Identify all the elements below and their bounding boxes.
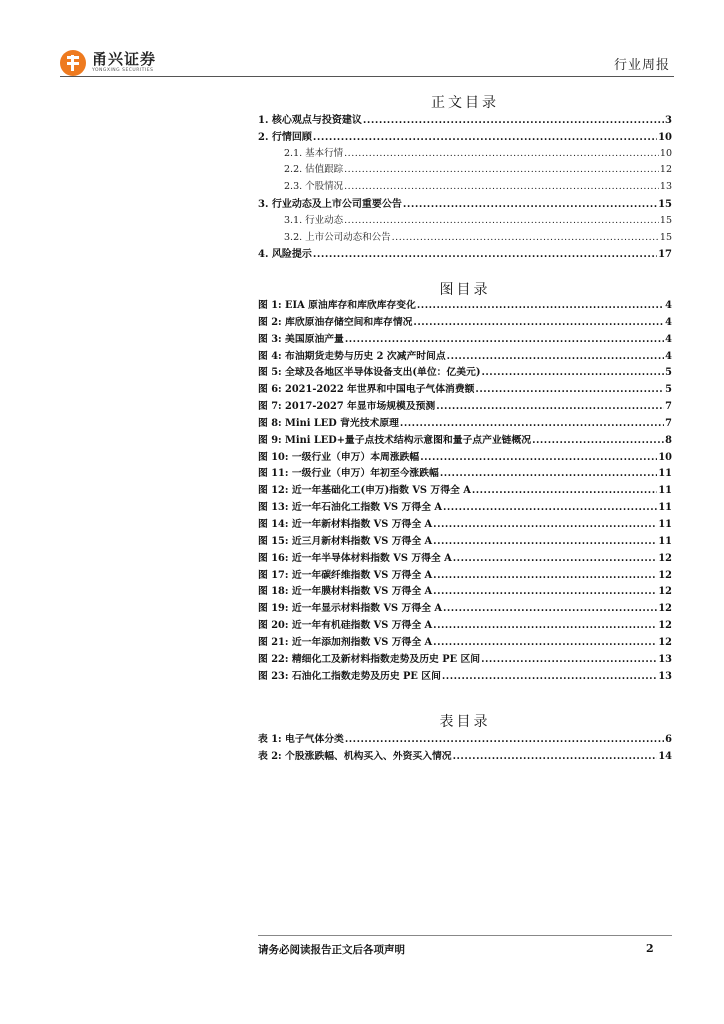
figure-entry-page: 7 <box>665 417 672 429</box>
figure-entry-page: 12 <box>658 586 672 598</box>
dot-leader <box>433 637 657 648</box>
figure-entry[interactable] <box>258 398 672 415</box>
figure-entry-title: 图 9: Mini LED+量子点技术结构示意图和量子点产业链概况 <box>258 434 532 446</box>
figure-entry[interactable] <box>258 600 672 617</box>
figure-entry-title: 图 4: 布油期货走势与历史 2 次减产时间点 <box>258 350 446 362</box>
figure-entry-page: 12 <box>658 636 672 648</box>
figure-entry-title: 图 8: Mini LED 背光技术原理 <box>258 417 399 429</box>
toc-entry-page: 3 <box>665 115 672 126</box>
figure-entry-title: 图 12: 近一年基础化工(申万)指数 VS 万得全 A <box>258 485 471 497</box>
tables-title: 表目录 <box>439 714 491 730</box>
table-entry-page: 6 <box>665 734 672 745</box>
figure-entry[interactable] <box>258 297 672 314</box>
figure-entry-page: 10 <box>658 451 672 463</box>
figure-entry-title: 图 17: 近一年碳纤维指数 VS 万得全 A <box>258 569 433 581</box>
dot-leader <box>313 132 657 143</box>
toc-entry-title: 3.2. 上市公司动态和公告 <box>284 231 391 243</box>
footer-divider <box>258 935 672 936</box>
dot-leader <box>417 300 664 311</box>
footer-disclaimer: 请务必阅读报告正文后各项声明 <box>258 944 405 956</box>
toc-entry[interactable] <box>258 145 672 162</box>
figure-entry-title: 图 13: 近一年石油化工指数 VS 万得全 A <box>258 502 442 514</box>
dot-leader <box>345 334 664 345</box>
toc-entry[interactable] <box>258 212 672 229</box>
figure-entry-page: 11 <box>658 502 672 514</box>
table-entry[interactable] <box>258 731 672 748</box>
figure-entry[interactable] <box>258 381 672 398</box>
dot-leader <box>344 164 659 175</box>
figure-entry-page: 4 <box>665 333 672 345</box>
figure-entry[interactable] <box>258 516 672 533</box>
figure-entry-page: 11 <box>658 518 672 530</box>
page-number: 2 <box>646 942 654 955</box>
figure-entry-title: 图 23: 石油化工指数走势及历史 PE 区间 <box>258 670 441 682</box>
logo-name-en: YONGXING SECURITIES <box>92 68 154 74</box>
figure-entry-page: 11 <box>658 535 672 547</box>
figure-entry-page: 5 <box>665 384 672 396</box>
figure-entry[interactable] <box>258 415 672 432</box>
figure-entry-title: 图 6: 2021-2022 年世界和中国电子气体消费额 <box>258 384 475 396</box>
figure-entry-page: 13 <box>658 670 672 682</box>
figure-entry[interactable] <box>258 314 672 331</box>
figure-entry-title: 图 20: 近一年有机硅指数 VS 万得全 A <box>258 620 433 632</box>
figure-entry[interactable] <box>258 668 672 685</box>
figure-entry[interactable] <box>258 482 672 499</box>
dot-leader <box>453 553 658 564</box>
dot-leader <box>475 384 664 395</box>
toc-entry-page: 15 <box>659 231 672 243</box>
dot-leader <box>344 181 659 192</box>
dot-leader <box>481 654 657 665</box>
figure-entry[interactable] <box>258 432 672 449</box>
figure-entry[interactable] <box>258 499 672 516</box>
figure-entry-page: 12 <box>658 569 672 581</box>
contents-title: 正文目录 <box>431 95 499 111</box>
figure-entry-title: 图 10: 一级行业（申万）本周涨跌幅 <box>258 451 420 463</box>
figure-entry-title: 图 7: 2017-2027 年显市场规模及预测 <box>258 401 436 413</box>
toc-entry-page: 15 <box>658 198 672 210</box>
dot-leader <box>344 148 659 159</box>
toc-entry[interactable] <box>258 195 672 212</box>
toc-entry-title: 1. 核心观点与投资建议 <box>258 115 362 126</box>
figure-entry[interactable] <box>258 364 672 381</box>
figure-entry-page: 12 <box>658 603 672 615</box>
page-header <box>60 48 674 78</box>
dot-leader <box>344 215 659 226</box>
toc-entry[interactable] <box>258 229 672 246</box>
figure-entry[interactable] <box>258 331 672 348</box>
figure-entry-page: 4 <box>665 300 672 311</box>
logo-icon <box>60 50 86 76</box>
dot-leader <box>313 249 657 260</box>
figure-entry-page: 12 <box>658 552 672 564</box>
figure-entry-page: 11 <box>658 485 672 497</box>
toc-entry-title: 2.2. 估值跟踪 <box>284 164 344 176</box>
table-entry-title: 表 1: 电子气体分类 <box>258 734 344 745</box>
toc-entry[interactable] <box>258 128 672 145</box>
figure-entry[interactable] <box>258 567 672 584</box>
report-type-label: 行业周报 <box>613 58 670 73</box>
toc-entry-page: 13 <box>659 181 672 193</box>
figure-entry[interactable] <box>258 465 672 482</box>
figure-entry-page: 8 <box>665 434 672 446</box>
figure-entry-page: 5 <box>665 367 672 379</box>
dot-leader <box>403 199 657 210</box>
figures-list <box>258 297 672 684</box>
figure-entry-page: 11 <box>658 468 672 480</box>
dot-leader <box>443 502 657 513</box>
toc-entry-title: 3. 行业动态及上市公司重要公告 <box>258 198 402 210</box>
figure-entry-title: 图 22: 精细化工及新材料指数走势及历史 PE 区间 <box>258 653 481 665</box>
toc-entry[interactable] <box>258 161 672 178</box>
dot-leader <box>433 519 657 530</box>
figure-entry-title: 图 18: 近一年膜材料指数 VS 万得全 A <box>258 586 433 598</box>
figure-entry-title: 图 2: 库欣原油存储空间和库存情况 <box>258 316 413 328</box>
toc-entry[interactable] <box>258 178 672 195</box>
dot-leader <box>420 452 657 463</box>
figure-entry-page: 4 <box>665 350 672 362</box>
toc-entry-page: 10 <box>659 147 672 159</box>
toc-entry[interactable] <box>258 111 672 128</box>
figure-entry[interactable] <box>258 634 672 651</box>
dot-leader <box>345 734 664 745</box>
figure-entry-title: 图 21: 近一年添加剂指数 VS 万得全 A <box>258 636 433 648</box>
figure-entry[interactable] <box>258 449 672 466</box>
figure-entry-title: 图 14: 近一年新材料指数 VS 万得全 A <box>258 518 433 530</box>
dot-leader <box>400 418 664 429</box>
dot-leader <box>436 401 664 412</box>
figure-entry-page: 4 <box>665 316 672 328</box>
dot-leader <box>433 586 657 597</box>
dot-leader <box>532 435 664 446</box>
figure-entry-title: 图 15: 近三月新材料指数 VS 万得全 A <box>258 535 433 547</box>
table-entry-title: 表 2: 个股涨跌幅、机构买入、外资买入情况 <box>258 750 452 762</box>
figure-entry-title: 图 19: 近一年显示材料指数 VS 万得全 A <box>258 603 442 615</box>
toc-entry-page: 10 <box>658 131 672 143</box>
figure-entry-page: 12 <box>658 620 672 632</box>
toc-entry-page: 17 <box>658 249 672 261</box>
figure-entry-title: 图 16: 近一年半导体材料指数 VS 万得全 A <box>258 552 452 564</box>
dot-leader <box>442 671 657 682</box>
dot-leader <box>413 317 664 328</box>
toc-entry-title: 2. 行情回顾 <box>258 131 312 143</box>
dot-leader <box>440 468 658 479</box>
dot-leader <box>433 570 657 581</box>
figure-entry[interactable] <box>258 583 672 600</box>
figure-entry-title: 图 1: EIA 原油库存和库欣库存变化 <box>258 300 416 311</box>
dot-leader <box>433 536 657 547</box>
figure-entry-title: 图 3: 美国原油产量 <box>258 333 344 345</box>
toc-entry-title: 4. 风险提示 <box>258 249 312 261</box>
figure-entry[interactable] <box>258 533 672 550</box>
toc-entry-page: 15 <box>659 214 672 226</box>
figure-entry-page: 13 <box>658 653 672 665</box>
dot-leader <box>447 351 665 362</box>
header-divider <box>60 76 674 77</box>
company-logo <box>60 48 156 78</box>
dot-leader <box>363 115 664 126</box>
table-entry-page: 14 <box>658 750 672 762</box>
dot-leader <box>472 485 658 496</box>
tables-list <box>258 731 672 765</box>
toc-entry-title: 2.1. 基本行情 <box>284 147 344 159</box>
figure-entry[interactable] <box>258 550 672 567</box>
dot-leader <box>433 620 657 631</box>
figure-entry-title: 图 5: 全球及各地区半导体设备支出(单位：亿美元) <box>258 367 481 379</box>
toc-entry-title: 2.3. 个股情况 <box>284 181 344 193</box>
logo-name-cn: 甬兴证券 <box>92 50 157 69</box>
dot-leader <box>481 367 664 378</box>
contents-list <box>258 111 672 262</box>
figure-entry[interactable] <box>258 348 672 365</box>
toc-entry[interactable] <box>258 245 672 262</box>
toc-entry-title: 3.1. 行业动态 <box>284 214 344 226</box>
table-entry[interactable] <box>258 748 672 765</box>
dot-leader <box>453 751 658 762</box>
figure-entry-page: 7 <box>665 401 672 413</box>
figure-entry-title: 图 11: 一级行业（申万）年初至今涨跌幅 <box>258 468 439 480</box>
figures-title: 图目录 <box>439 282 491 298</box>
figure-entry[interactable] <box>258 651 672 668</box>
toc-entry-page: 12 <box>659 164 672 176</box>
dot-leader <box>392 232 659 243</box>
figure-entry[interactable] <box>258 617 672 634</box>
dot-leader <box>443 603 657 614</box>
